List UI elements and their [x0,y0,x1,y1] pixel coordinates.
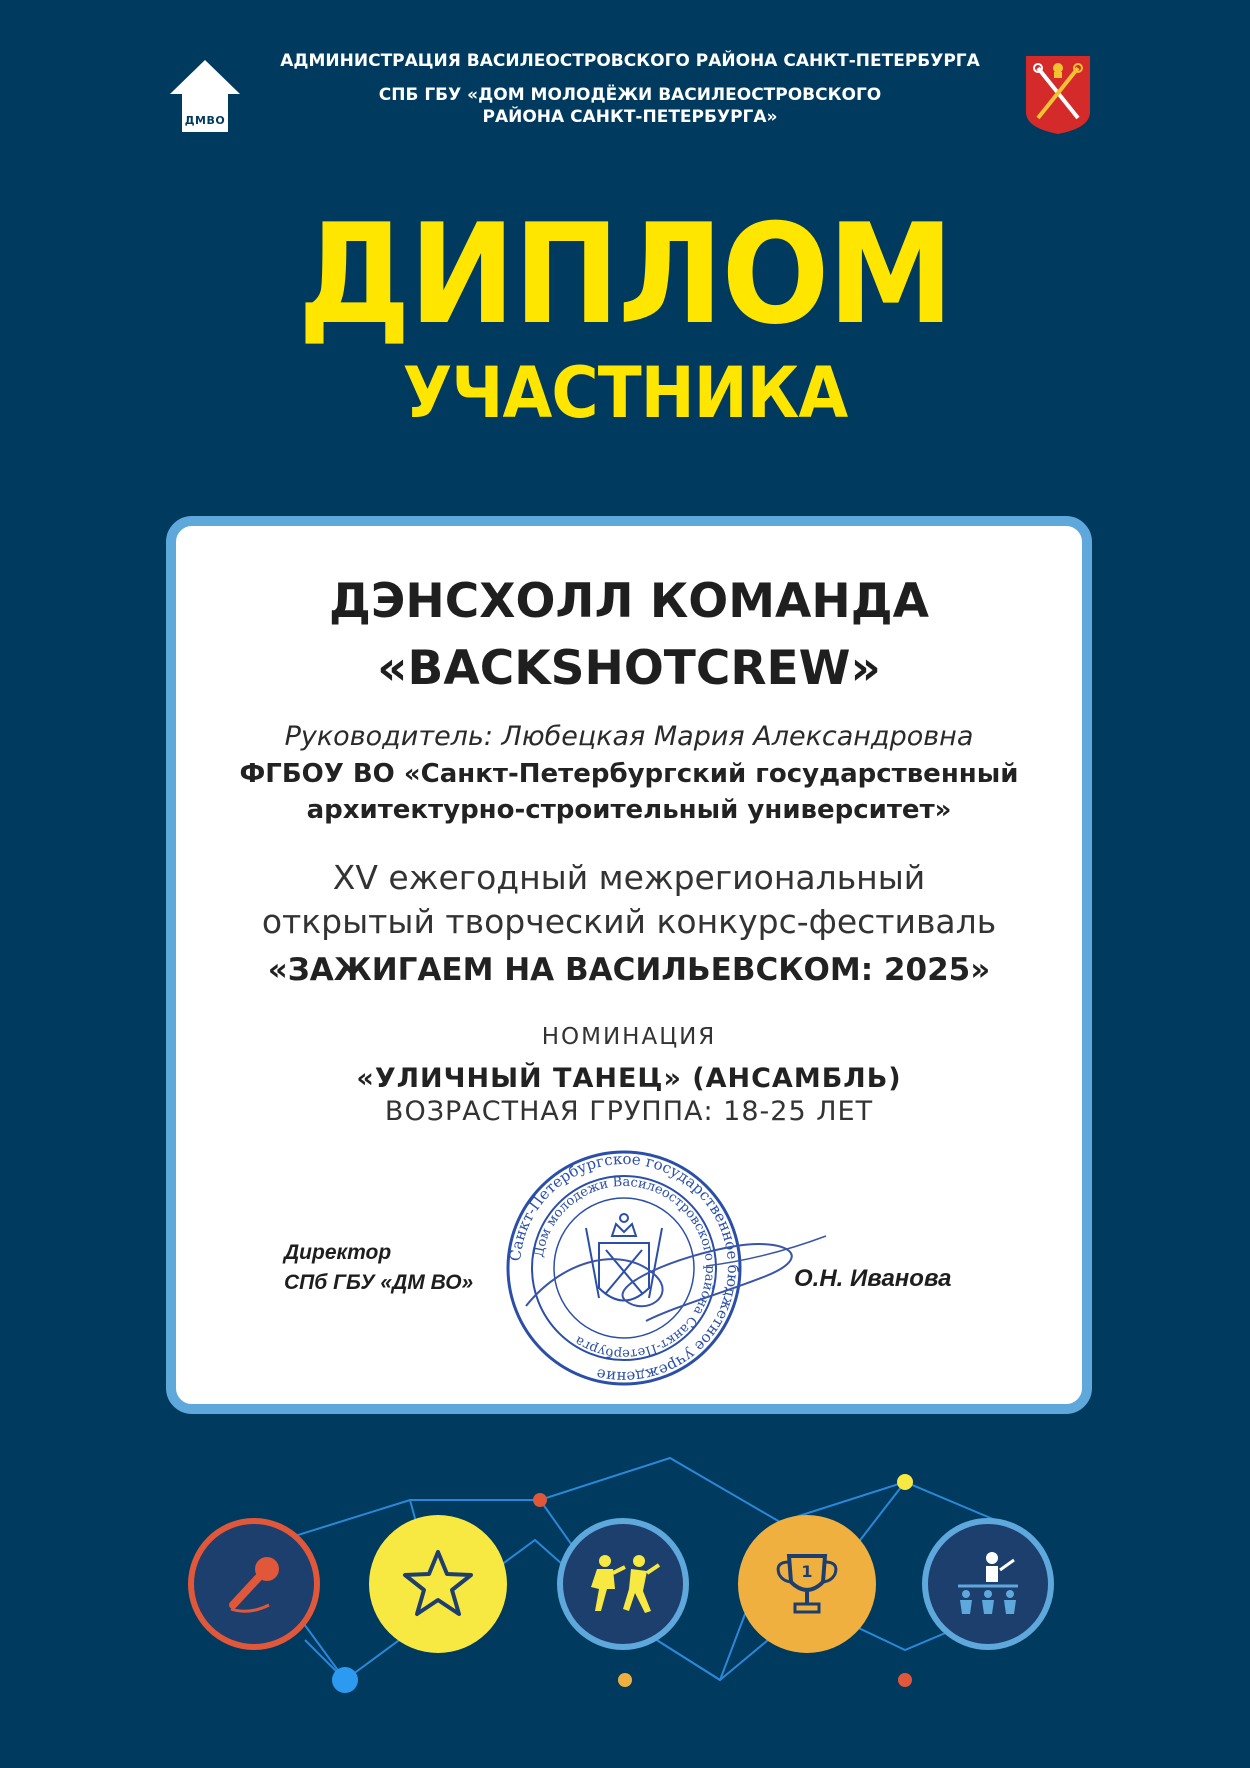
signatory-position-line-2: СПб ГБУ «ДМ ВО» [284,1271,474,1294]
team-name-line-1: ДЭНСХОЛЛ КОМАНДА [329,574,929,629]
trophy-icon [738,1515,876,1653]
diploma-subtitle: УЧАСТНИКА [402,352,848,434]
festival-line-2: открытый творческий конкурс-фестиваль [261,902,997,941]
signatory-position-line-1: Директор [284,1241,392,1264]
organization-line-1: ФГБОУ ВО «Санкт-Петербургский государственный [239,759,1019,789]
star-icon [369,1515,507,1653]
leader-name: Руководитель: Любецкая Мария Александровна [284,721,974,752]
svg-text:1: 1 [801,1562,813,1581]
header-line-organization-1: СПБ ГБУ «ДОМ МОЛОДЁЖИ ВАСИЛЕОСТРОВСКОГО [378,85,882,105]
nomination-value: «УЛИЧНЫЙ ТАНЕЦ» (АНСАМБЛЬ) [356,1063,902,1094]
nomination-label: НОМИНАЦИЯ [541,1024,717,1050]
handwritten-signature-icon [506,1216,836,1336]
stamp-outer-text: Санкт-Петербургское государственное бюджетное учреждение [506,1149,743,1387]
team-name-line-2: «BACKSHOTCREW» [377,641,881,696]
stamp-inner-text: Дом молодежи Василеостровского района Санкт-Петербурга [531,1174,718,1362]
logo-text: ДМВО [184,114,226,127]
festival-line-1: XV ежегодный межрегиональный [332,858,926,897]
header-text [250,48,1010,128]
festival-name: «ЗАЖИГАЕМ НА ВАСИЛЬЕВСКОМ: 2025» [267,952,991,988]
diploma-title: ДИПЛОМ [297,194,953,355]
diploma-card [166,516,1092,1414]
microphone-icon [188,1518,320,1650]
footer-decoration [0,1440,1250,1768]
choir-icon [922,1518,1054,1650]
organization-line-2: архитектурно-строительный университет» [306,795,952,825]
spb-coat-of-arms-icon [1024,54,1092,136]
age-group: ВОЗРАСТНАЯ ГРУППА: 18-25 ЛЕТ [384,1096,874,1127]
dancers-icon [557,1518,689,1650]
header [0,0,1250,160]
header-line-administration: АДМИНИСТРАЦИЯ ВАСИЛЕОСТРОВСКОГО РАЙОНА САНКТ-ПЕТЕРБУРГА [280,51,980,71]
signatory-name: О.Н. Иванова [794,1265,952,1292]
header-line-organization-2: РАЙОНА САНКТ-ПЕТЕРБУРГА» [482,107,778,127]
signatory-position [284,1238,473,1298]
